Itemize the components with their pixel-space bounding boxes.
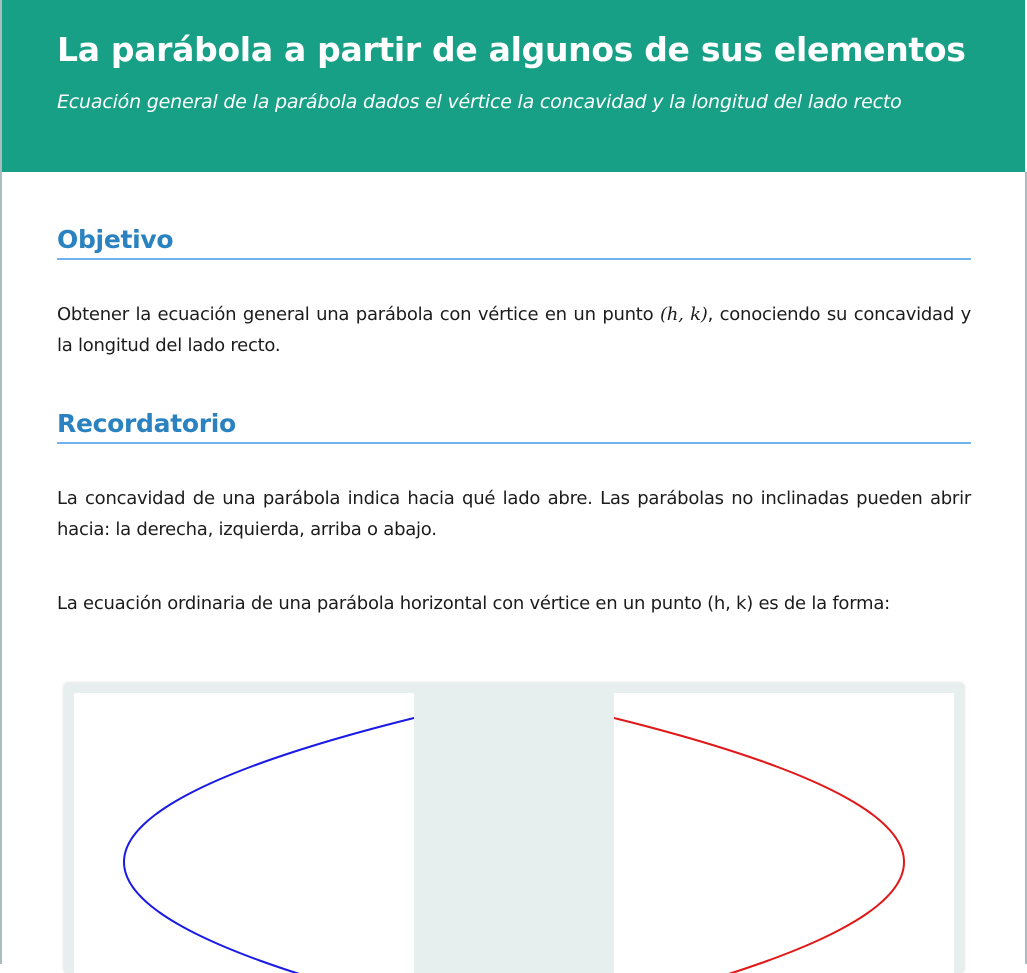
parabola-left-plot xyxy=(614,693,954,973)
parabola-figure xyxy=(64,683,964,973)
objetivo-paragraph xyxy=(57,299,971,361)
section-title-recordatorio: Recordatorio xyxy=(57,409,971,444)
concavidad-paragraph: La concavidad de una parábola indica hacia qué lado abre. Las parábolas no inclinadas pueden abrir hacia: la derecha, izquierda, arriba o abajo. xyxy=(57,488,971,540)
parabola-opens-left-curve xyxy=(614,693,904,973)
figure-panel-right xyxy=(614,693,954,973)
page-subtitle: Ecuación general de la parábola dados el vértice la concavidad y la longitud del lado recto xyxy=(57,91,902,113)
ecuacion-ordinaria-paragraph: La ecuación ordinaria de una parábola horizontal con vértice en un punto (h, k) es de la forma: xyxy=(57,593,890,614)
objetivo-text-before: Obtener la ecuación general una parábola con vértice en un punto xyxy=(57,304,660,325)
parabola-right-plot xyxy=(74,693,414,973)
page-title: La parábola a partir de algunos de sus elementos xyxy=(57,30,966,69)
page-header xyxy=(2,0,1025,172)
parabola-opens-right-curve xyxy=(124,693,414,973)
objetivo-text-after: , conociendo su concavidad y la longitud del lado recto. xyxy=(57,304,971,356)
section-title-objetivo: Objetivo xyxy=(57,225,971,260)
figure-panel-left xyxy=(74,693,414,973)
vertex-math: (h, k) xyxy=(659,304,708,325)
